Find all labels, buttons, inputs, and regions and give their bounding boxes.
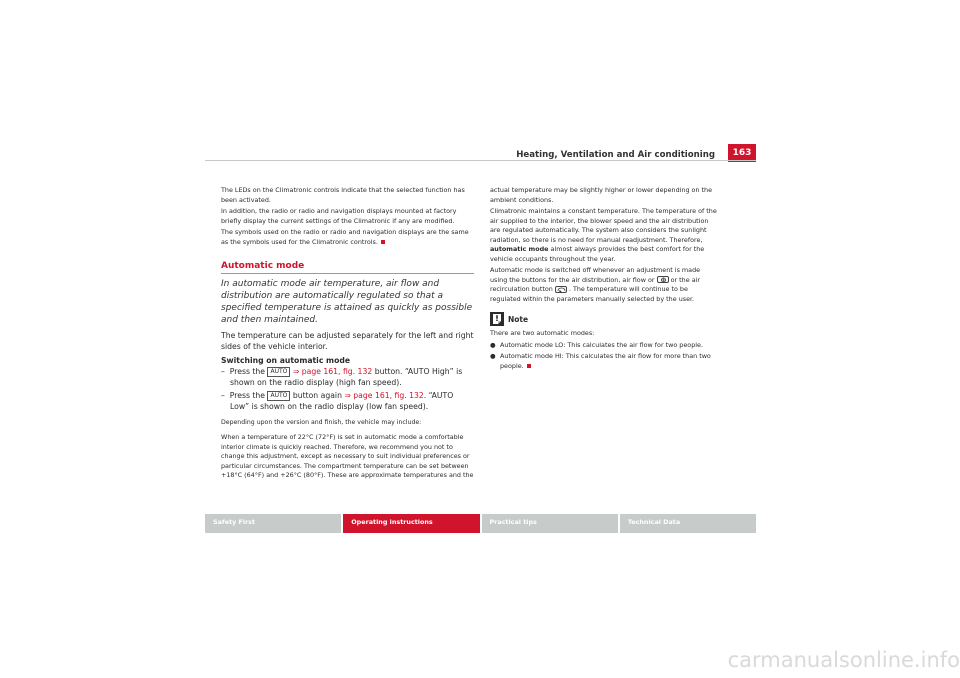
step-2 (221, 391, 474, 412)
note-label: Note (508, 314, 529, 324)
variant-note: Depending upon the version and finish, the vehicle may include: (221, 419, 422, 426)
arrow-right-icon: ⇒ (292, 367, 300, 376)
tab-practical-tips[interactable]: Practical tips (482, 514, 618, 533)
footer-nav (205, 514, 756, 533)
step-dash: – (221, 367, 225, 376)
recirculation-button-icon (555, 286, 567, 293)
right-column (490, 186, 718, 373)
section-intro: In automatic mode air temperature, air flow and distribution are automatically regulated so that a specified temperature is attained as quickly as possible and then maintained. (221, 279, 473, 325)
left-paragraph-3-text: The symbols used on the radio or radio and navigation displays are the same as the symbols used for the Climatronic controls. (221, 228, 469, 246)
right-paragraph-3-text: Automatic mode is switched off whenever an adjustment is made using the buttons for the air distribution, air flow or (490, 266, 701, 284)
automatic-mode-emphasis: automatic mode (490, 245, 549, 253)
note-intro: There are two automatic modes: (490, 329, 595, 337)
list-item (490, 352, 718, 371)
list-item-text: Automatic mode LO: This calculates the air flow for two people. (500, 340, 703, 349)
step-text: Press the (229, 391, 266, 400)
tab-technical-data[interactable]: Technical Data (620, 514, 756, 533)
left-column (221, 186, 474, 483)
page-reference-link[interactable]: page 161, fig. 132 (301, 367, 373, 376)
auto-key-icon: AUTO (267, 391, 290, 401)
right-paragraph-3-text: . The temperature will continue to be regulated within the parameters manually selected by the user. (490, 285, 695, 303)
right-paragraph-1: actual temperature may be slightly higher or lower depending on the ambient conditions. (490, 186, 713, 204)
left-paragraph-3 (221, 228, 474, 247)
step-1 (221, 367, 474, 388)
auto-key-icon: AUTO (267, 367, 290, 377)
page-reference-link[interactable]: page 161, fig. 132 (353, 391, 424, 400)
left-paragraph-1: The LEDs on the Climatronic controls indicate that the selected function has been activated. (221, 186, 465, 204)
tab-operating-instructions[interactable]: Operating instructions (343, 514, 479, 533)
body-paragraph: The temperature can be adjusted separately for the left and right sides of the vehicle interior. (221, 331, 474, 351)
right-paragraph-2-text: almost always provides the best comfort for the vehicle occupants throughout the year. (490, 245, 705, 263)
info-note-icon (490, 312, 504, 326)
step-text: button. “AUTO High” is shown on the radio display (high fan speed). (230, 367, 463, 387)
list-item (490, 341, 718, 351)
bullet-icon: ● (490, 352, 496, 360)
step-dash: – (221, 391, 225, 400)
left-paragraph-4: When a temperature of 22°C (72°F) is set in automatic mode a comfortable interior climate is quickly reached. Therefore, we recommend you not to change this adjustment, except as necessary to suit individual preferences or particular circumstances. The compartment temperature can be set between +18°C (64°F) and +26°C (80°F). These are approximate temperatures and the (221, 433, 474, 479)
right-paragraph-2-text: Climatronic maintains a constant temperature. The temperature of the air supplied to the interior, the blower speed and the air distribution are regulated automatically. The system also considers the sunlight radiation, so there is no need for manual readjustment. Therefore, (490, 207, 717, 244)
step-text: Press the (229, 367, 266, 376)
tab-safety-first[interactable]: Safety First (205, 514, 341, 533)
header-title: Heating, Ventilation and Air conditioning (516, 150, 715, 160)
subheading: Switching on automatic mode (221, 356, 351, 365)
end-mark-icon (381, 240, 385, 244)
section-title: Automatic mode (221, 261, 474, 274)
right-paragraph-2 (490, 207, 718, 264)
arrow-right-icon: ⇒ (344, 391, 351, 400)
step-text: button again (292, 391, 342, 400)
note-header (490, 312, 718, 326)
bullet-icon: ● (490, 340, 496, 349)
watermark: carmanualsonline.info (727, 648, 960, 672)
right-paragraph-3-text: or the air recirculation button (490, 275, 701, 293)
page-number: 163 (728, 144, 756, 162)
step-text: . “AUTO Low” is shown on the radio display (low fan speed). (230, 391, 454, 411)
end-mark-icon (527, 364, 531, 368)
right-paragraph-3 (490, 266, 718, 304)
left-paragraph-2: In addition, the radio or radio and navigation displays mounted at factory briefly display the current settings of the Climatronic if any are modified. (221, 207, 457, 225)
fan-button-icon (657, 276, 669, 283)
list-item-text: Automatic mode HI: This calculates the air flow for more than two people. (500, 352, 711, 370)
header-rule (205, 160, 756, 161)
